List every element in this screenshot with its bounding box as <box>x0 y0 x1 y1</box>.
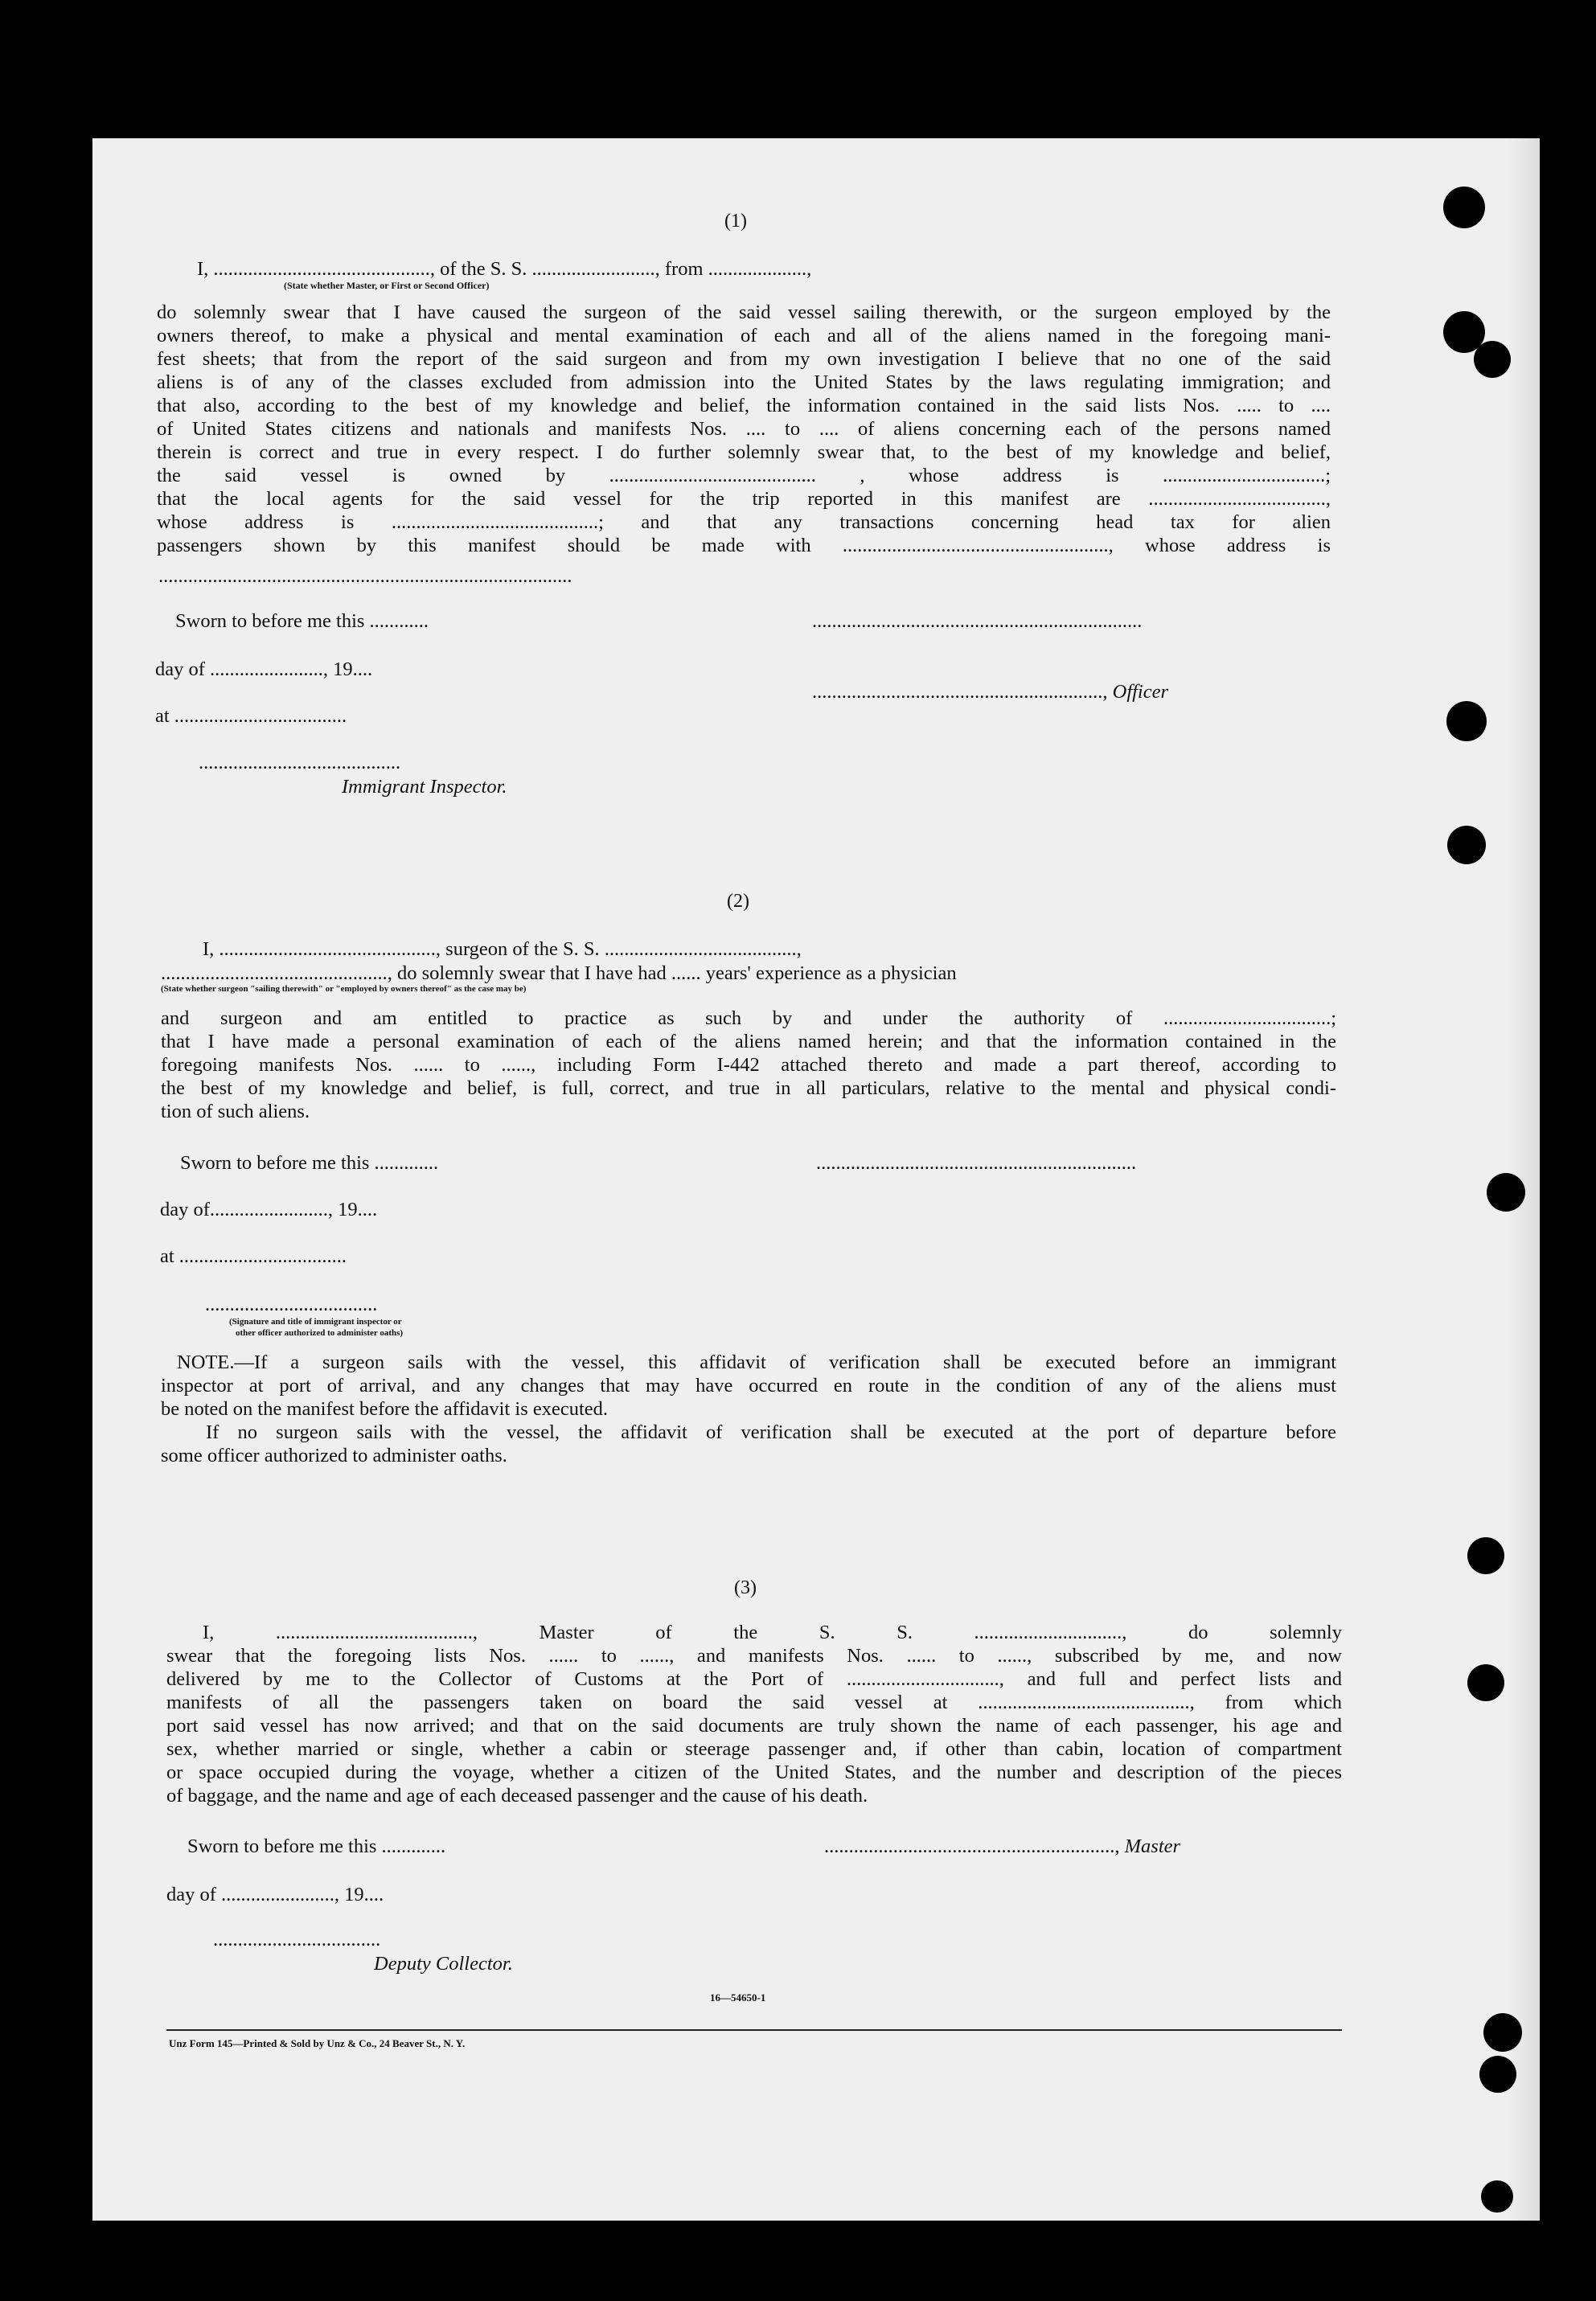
section-1-line: passengers shown by this manifest should be made with ......................................................, whose address is <box>157 535 1331 556</box>
form-number: 16—54650-1 <box>710 1991 766 2004</box>
footer-imprint: Unz Form 145—Printed & Sold by Unz & Co., 24 Beaver St., N. Y. <box>169 2037 466 2049</box>
section-2-caption: (State whether surgeon "sailing therewith" or "employed by owners thereof" as the case may be) <box>161 984 527 994</box>
footer-rule <box>166 2029 1342 2031</box>
section-1-number: (1) <box>724 211 747 232</box>
section-1-inspector-line: ......................................... <box>199 752 401 773</box>
section-1-line: aliens is of any of the classes excluded from admission into the United States by the laws regulating immigration; and <box>157 371 1331 393</box>
section-3-line: swear that the foregoing lists Nos. ...... to ......, and manifests Nos. ...... to ......, subscribed by me, and now <box>166 1645 1342 1667</box>
section-2-line: and surgeon and am entitled to practice as such by and under the authority of ..................................; <box>161 1007 1336 1029</box>
section-2-intro-line: I, ............................................, surgeon of the S. S. ......................................., <box>203 938 802 960</box>
section-3-line: I, ........................................, Master of the S. S. .............................., do solemnly <box>203 1622 1342 1643</box>
binder-hole <box>1447 826 1486 864</box>
section-2-sworn: Sworn to before me this ............. <box>180 1152 439 1174</box>
section-1-extra-dots: .................................................................................... <box>158 565 572 587</box>
section-3-collector-label: Deputy Collector. <box>374 1953 513 1975</box>
section-1-line: that the local agents for the said vessel for the trip reported in this manifest are ...................................., <box>157 488 1331 510</box>
section-3-master-label: Master <box>1124 1835 1181 1857</box>
section-2-signature-caption: other officer authorized to administer oaths) <box>236 1328 404 1338</box>
note-line: inspector at port of arrival, and any changes that may have occurred en route in the condition of any of the aliens must <box>161 1375 1336 1397</box>
section-3-line: of baggage, and the name and age of each deceased passenger and the cause of his death. <box>166 1785 868 1807</box>
section-1-signature-line: ................................................................... <box>812 610 1143 632</box>
section-1-line: whose address is ..........................................; and that any transactions concerning head tax for alien <box>157 511 1331 533</box>
section-3-day-of: day of ......................., 19.... <box>166 1884 384 1905</box>
section-3-line: sex, whether married or single, whether a cabin or steerage passenger and, if other than cabin, location of compartment <box>166 1738 1342 1760</box>
section-1-line: do solemnly swear that I have caused the surgeon of the said vessel sailing therewith, or the surgeon employed by the <box>157 301 1331 323</box>
note-line: some officer authorized to administer oaths. <box>161 1445 507 1466</box>
section-1-line: the said vessel is owned by .......................................... , whose address is .................................; <box>157 465 1331 486</box>
binder-hole <box>1443 187 1485 228</box>
section-2-signature-caption: (Signature and title of immigrant inspector or <box>229 1317 402 1327</box>
section-3-body <box>166 1621 1342 1807</box>
section-1-intro-caption: (State whether Master, or First or Second Officer) <box>284 280 490 291</box>
section-2-line: that I have made a personal examination of each of the aliens named herein; and that the information contained in the <box>161 1031 1336 1052</box>
section-3-line: port said vessel has now arrived; and that on the said documents are truly shown the name of each passenger, his age and <box>166 1715 1342 1737</box>
section-2-day-of: day of........................, 19.... <box>160 1199 378 1220</box>
note-line: be noted on the manifest before the affidavit is executed. <box>161 1398 609 1420</box>
section-3-line: or space occupied during the voyage, whether a citizen of the United States, and the number and description of the pieces <box>166 1762 1342 1783</box>
note-line: If no surgeon sails with the vessel, the affidavit of verification shall be executed at the port of departure before <box>206 1421 1336 1443</box>
binder-hole <box>1481 2180 1513 2213</box>
section-2-note <box>161 1351 1336 1467</box>
section-1-line: owners thereof, to make a physical and mental examination of each and all of the aliens named in the foregoing mani- <box>157 325 1331 347</box>
section-1-at: at ................................... <box>155 705 347 727</box>
section-2-line: the best of my knowledge and belief, is full, correct, and true in all particulars, relative to the mental and physical condi- <box>161 1077 1336 1099</box>
section-1-line: fest sheets; that from the report of the said surgeon and from my own investigation I believe that no one of the said <box>157 348 1331 370</box>
binder-hole <box>1474 341 1511 378</box>
section-1-intro-line: I, ............................................, of the S. S. ........................., from ...................., <box>197 258 812 280</box>
section-1-sworn: Sworn to before me this ............ <box>175 610 429 632</box>
section-3-master-row <box>824 1835 1180 1859</box>
section-3-master-line: ..........................................................., <box>824 1835 1125 1857</box>
section-3-number: (3) <box>734 1577 757 1598</box>
section-1-inspector-label: Immigrant Inspector. <box>342 776 507 798</box>
section-2-second-line: .............................................., do solemnly swear that I have had ...... years' experience as a physician <box>161 962 957 984</box>
section-1-day-of: day of ......................., 19.... <box>155 658 373 680</box>
binder-hole <box>1479 2056 1516 2093</box>
binder-hole <box>1487 1173 1525 1212</box>
section-1-line: therein is correct and true in every respect. I do further solemnly swear that, to the best of my knowledge and belief, <box>157 441 1331 463</box>
binder-hole <box>1483 2013 1522 2052</box>
section-1-officer-row <box>812 680 1168 704</box>
section-1-officer-line: ..........................................................., <box>812 681 1113 703</box>
section-1-officer-label: Officer <box>1112 681 1169 703</box>
section-1-body <box>157 301 1331 557</box>
section-2-signature-line: ................................................................. <box>816 1152 1137 1174</box>
section-2-number: (2) <box>727 891 749 912</box>
section-3-collector-line: .................................. <box>213 1929 381 1950</box>
form-sheet <box>92 138 1540 2221</box>
binder-hole <box>1446 701 1487 741</box>
binder-hole <box>1467 1664 1504 1701</box>
note-line: NOTE.—If a surgeon sails with the vessel, this affidavit of verification shall be executed before an immigrant <box>177 1351 1336 1373</box>
section-3-line: delivered by me to the Collector of Customs at the Port of ..............................., and full and perfect lists and <box>166 1668 1342 1690</box>
section-1-line: of United States citizens and nationals and manifests Nos. .... to .... of aliens concerning each of the persons named <box>157 418 1331 440</box>
section-3-line: manifests of all the passengers taken on board the said vessel at ..........................................., from which <box>166 1692 1342 1713</box>
binder-hole <box>1467 1537 1504 1574</box>
section-2-body <box>161 1007 1336 1123</box>
section-2-at: at .................................. <box>160 1245 347 1267</box>
section-2-signature-dots: ................................... <box>205 1294 378 1315</box>
section-2-line: foregoing manifests Nos. ...... to ......, including Form I-442 attached thereto and made a part thereof, according to <box>161 1054 1336 1076</box>
section-3-sworn: Sworn to before me this ............. <box>187 1835 446 1857</box>
section-2-line: tion of such aliens. <box>161 1101 310 1122</box>
section-1-line: that also, according to the best of my knowledge and belief, the information contained in the said lists Nos. ..... to .... <box>157 395 1331 416</box>
